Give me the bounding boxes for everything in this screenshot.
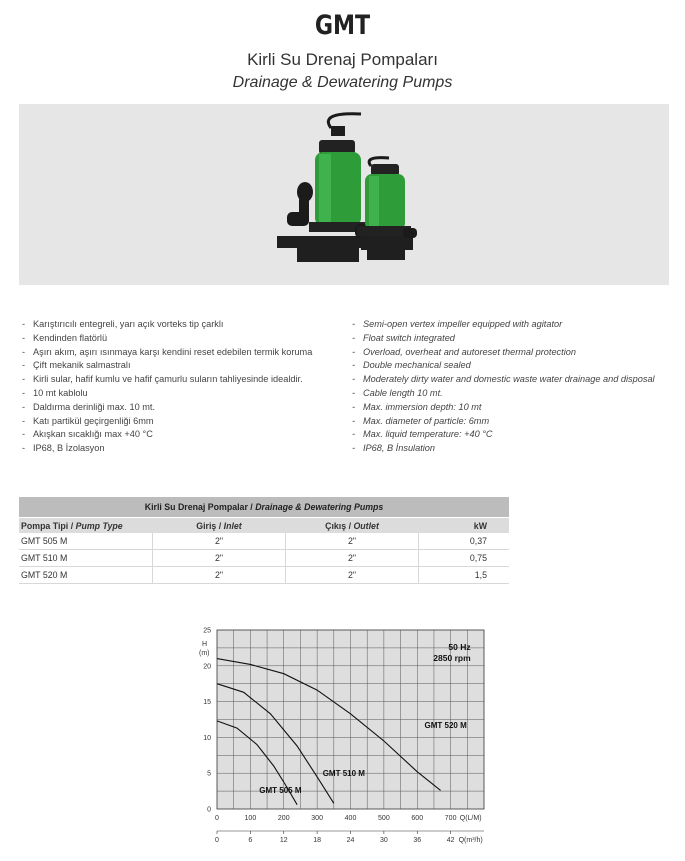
speed-annotation: 2850 rpm [433, 653, 471, 663]
x2-axis-label: Q(m³/h) [458, 837, 483, 844]
series-label: GMT 520 M [424, 721, 467, 731]
table-row [19, 533, 509, 550]
frequency-annotation: 50 Hz [448, 642, 471, 652]
bullet-dash: - [352, 346, 356, 357]
bullet-dash: - [352, 387, 356, 398]
x2-tick-label: 6 [248, 837, 253, 844]
spec-table [19, 497, 509, 584]
x-tick-label: 100 [244, 815, 257, 822]
y-tick-label: 15 [203, 699, 211, 707]
feature-text: Çift mekanik salmastralı [33, 360, 131, 371]
feature-item [352, 401, 655, 415]
y-tick-label: 20 [203, 663, 211, 671]
pump-image [19, 104, 669, 285]
performance-chart-svg [190, 620, 490, 856]
feature-item [352, 359, 655, 373]
feature-text: Karıştırıcılı entegreli, yarı açık vorteks tip çarklı [33, 319, 224, 329]
feature-item [22, 332, 312, 346]
series-label: GMT 510 M [322, 769, 365, 779]
feature-item [22, 359, 312, 373]
feature-text: Kendinden flatörlü [33, 332, 108, 343]
feature-item [22, 373, 312, 387]
x2-tick-label: 30 [379, 837, 388, 844]
feature-text: Daldırma derinliği max. 10 mt. [33, 401, 156, 412]
y-axis-unit: (m) [199, 650, 210, 657]
feature-text: Semi-open vertex impeller equipped with agitator [363, 319, 563, 329]
cell-inlet: 2" [153, 533, 286, 550]
bullet-dash: - [352, 319, 356, 329]
table-caption-en: Drainage & Dewatering Pumps [255, 502, 384, 512]
x-tick-label: 200 [277, 815, 290, 822]
feature-item [352, 318, 655, 332]
feature-text: IP68, B İzolasyon [33, 443, 105, 454]
y-tick-label: 10 [203, 734, 211, 742]
feature-text: Max. diameter of particle: 6mm [363, 415, 490, 426]
header-outlet: Çıkış / Outlet [286, 518, 419, 534]
feature-text: Double mechanical sealed [363, 360, 471, 371]
bullet-dash: - [352, 401, 356, 412]
x-tick-label: 600 [411, 815, 424, 822]
feature-item [22, 428, 312, 442]
bullet-dash: - [22, 319, 26, 329]
feature-item [352, 415, 655, 429]
feature-item [352, 428, 655, 442]
series-label: GMT 505 M [259, 786, 302, 796]
bullet-dash: - [352, 360, 356, 371]
feature-text: Katı partikül geçirgenliği 6mm [33, 415, 154, 426]
subtitle-turkish: Kirli Su Drenaj Pompaları [247, 50, 438, 69]
x2-tick-label: 42 [446, 837, 455, 844]
performance-chart [190, 620, 490, 861]
table-caption [19, 497, 509, 518]
feature-text: Overload, overheat and autoreset thermal protection [363, 346, 576, 357]
header-kw: kW [419, 518, 510, 534]
page-title: GMT [314, 10, 371, 41]
header-pump-type: Pompa Tipi / Pump Type [19, 518, 153, 534]
cell-kw: 1,5 [419, 567, 510, 584]
bullet-dash: - [352, 332, 356, 343]
table-caption-tr: Kirli Su Drenaj Pompalar / [144, 502, 256, 512]
feature-item [22, 346, 312, 360]
features-list-turkish [22, 318, 312, 456]
cell-kw: 0,37 [419, 533, 510, 550]
feature-text: Max. liquid temperature: +40 °C [363, 429, 493, 440]
x-axis-label: Q(L/M) [459, 815, 482, 822]
table-header-row [19, 518, 509, 534]
feature-item [352, 332, 655, 346]
cell-outlet: 2" [286, 567, 419, 584]
x2-tick-label: 18 [313, 837, 322, 844]
cell-pump-type: GMT 520 M [19, 567, 153, 584]
subtitle-english: Drainage & Dewatering Pumps [232, 74, 453, 91]
y-tick-label: 5 [207, 770, 211, 778]
x-tick-label: 400 [344, 815, 357, 822]
cell-inlet: 2" [153, 550, 286, 567]
bullet-dash: - [22, 387, 26, 398]
features-list-english [352, 318, 655, 456]
small-pump-illustration [357, 158, 417, 260]
cell-outlet: 2" [286, 533, 419, 550]
product-photo [19, 104, 669, 285]
x2-tick-label: 0 [215, 837, 219, 844]
cell-kw: 0,75 [419, 550, 510, 567]
table-row [19, 567, 509, 584]
bullet-dash: - [22, 332, 26, 343]
bullet-dash: - [352, 415, 356, 426]
feature-item [352, 346, 655, 360]
bullet-dash: - [352, 443, 356, 454]
y-axis-label: H [202, 641, 208, 648]
feature-text: Kirli sular, hafif kumlu ve hafif çamurlu suların tahliyesinde idealdir. [33, 374, 303, 385]
bullet-dash: - [22, 415, 26, 426]
feature-item [352, 373, 655, 387]
feature-item [22, 415, 312, 429]
bullet-dash: - [352, 374, 356, 385]
header-inlet: Giriş / Inlet [153, 518, 286, 534]
x2-tick-label: 36 [413, 837, 422, 844]
feature-text: Float switch integrated [363, 332, 455, 343]
feature-text: 10 mt kablolu [33, 387, 88, 398]
feature-item [352, 387, 655, 401]
x-tick-label: 300 [311, 815, 323, 822]
cell-inlet: 2" [153, 567, 286, 584]
feature-item [22, 318, 312, 332]
cell-pump-type: GMT 505 M [19, 533, 153, 550]
feature-text: Moderately dirty water and domestic waste water drainage and disposal [363, 374, 655, 385]
feature-text: IP68, B İnsulation [363, 443, 436, 454]
feature-text: Aşırı akım, aşırı ısınmaya karşı kendini reset edebilen termik koruma [33, 346, 313, 357]
x-tick-label: 500 [378, 815, 390, 822]
bullet-dash: - [22, 443, 26, 454]
feature-text: Cable length 10 mt. [363, 387, 443, 398]
x2-tick-label: 12 [279, 837, 288, 844]
cell-pump-type: GMT 510 M [19, 550, 153, 567]
feature-item [352, 442, 655, 456]
x2-tick-label: 24 [346, 837, 355, 844]
feature-item [22, 401, 312, 415]
bullet-dash: - [22, 360, 26, 371]
x-tick-label: 700 [444, 815, 457, 822]
feature-item [22, 387, 312, 401]
bullet-dash: - [22, 346, 26, 357]
bullet-dash: - [352, 429, 356, 440]
cell-outlet: 2" [286, 550, 419, 567]
table-row [19, 550, 509, 567]
bullet-dash: - [22, 429, 26, 440]
y-tick-label: 25 [203, 627, 211, 635]
feature-item [22, 442, 312, 456]
bullet-dash: - [22, 401, 26, 412]
feature-text: Akışkan sıcaklığı max +40 °C [33, 429, 153, 440]
bullet-dash: - [22, 374, 26, 385]
y-tick-label: 0 [207, 806, 211, 814]
feature-text: Max. immersion depth: 10 mt [363, 401, 482, 412]
x-tick-label: 0 [215, 815, 219, 822]
